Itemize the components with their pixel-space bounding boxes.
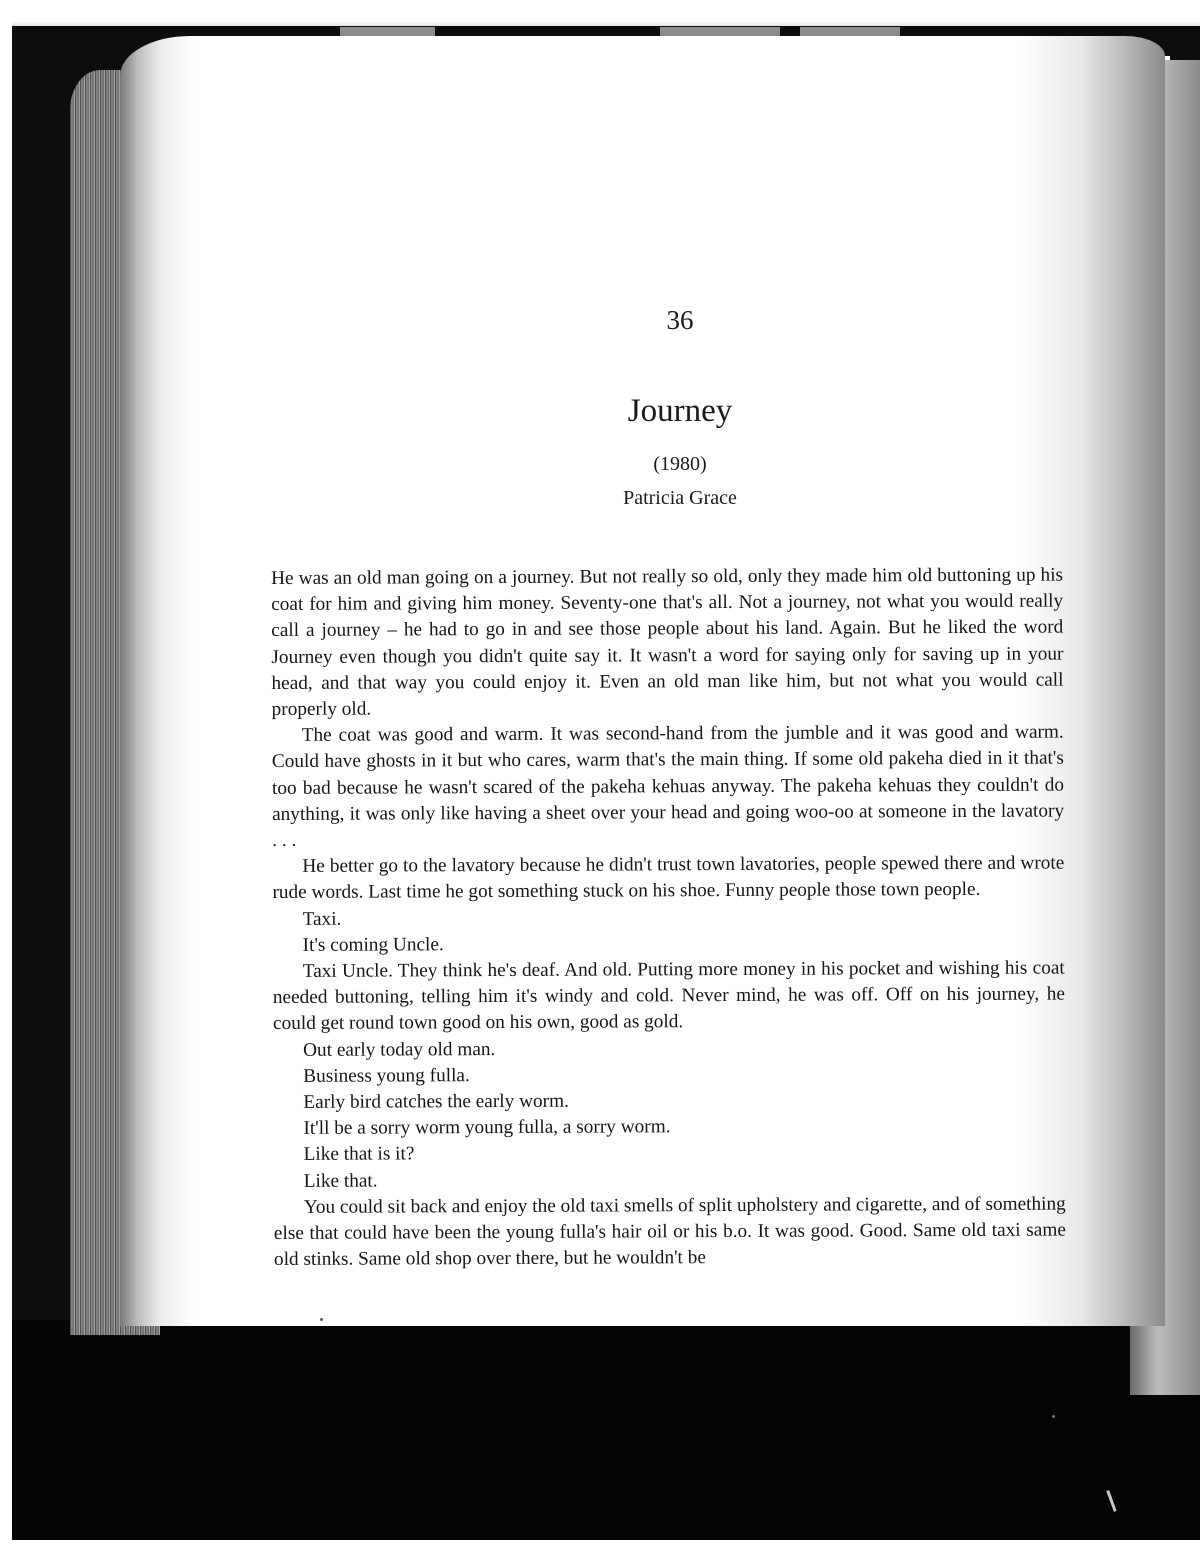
scan-left-margin	[0, 0, 12, 1553]
story-author: Patricia Grace	[623, 487, 737, 509]
paragraph: Like that.	[303, 1170, 378, 1192]
chapter-number: 36	[666, 305, 694, 335]
story-title: Journey	[627, 393, 733, 429]
story-body	[271, 563, 1066, 1274]
scan-bottom-margin	[0, 1540, 1200, 1553]
paragraph: He better go to the lavatory because he didn't trust town lavatories, people spewed there and wrote rude words. Last time he got something stuck on his shoe. Funny people those town people.	[272, 852, 1065, 904]
scan-speck	[1052, 1415, 1055, 1418]
story-year: (1980)	[653, 453, 707, 475]
scan-background-bottom	[12, 1320, 1200, 1540]
paragraph: Early bird catches the early worm.	[303, 1090, 569, 1113]
paragraph: Out early today old man.	[303, 1038, 496, 1061]
paragraph: It'll be a sorry worm young fulla, a sorry worm.	[303, 1116, 671, 1140]
paragraph: Taxi.	[302, 908, 342, 930]
paragraph: It's coming Uncle.	[302, 934, 444, 956]
paragraph: He was an old man going on a journey. But not really so old, only they made him old buttoning up his coat for him and giving him money. Seventy-one that's all. Not a journey, not what you would really call a journey – he had to go in and see those people about his land. Again. But he liked the word Journey even though you didn't quite say it. It wasn't a word for saying only for saving up in your head, and that way you could enjoy it. Even an old man like him, but not what you would call properly old.	[271, 564, 1064, 721]
scan-speck	[320, 1318, 323, 1321]
paragraph: The coat was good and warm. It was second-hand from the jumble and it was good and warm. Could have ghosts in it but who cares, warm that's the main thing. If some old pakeha died in it that's too bad because he wasn't scared of the pakeha kehuas anyway. The pakeha kehuas they couldn't do anything, it was only like having a sheet over your head and going woo-oo at someone in the lavatory . . .	[271, 721, 1065, 852]
paragraph: You could sit back and enjoy the old taxi smells of split upholstery and cigarette, and of something else that could have been the young fulla's hair oil or his b.o. It was good. Good. Same old taxi same old stinks. Same old shop over there, but he wouldn't be	[273, 1193, 1066, 1271]
paragraph: Taxi Uncle. They think he's deaf. And old. Putting more money in his pocket and wishing his coat needed buttoning, telling him it's windy and cold. Never mind, he was off. Off on his journey, he could get round town good on his own, good as gold.	[272, 957, 1065, 1035]
paragraph: Like that is it?	[303, 1143, 415, 1166]
paragraph: Business young fulla.	[303, 1064, 470, 1087]
